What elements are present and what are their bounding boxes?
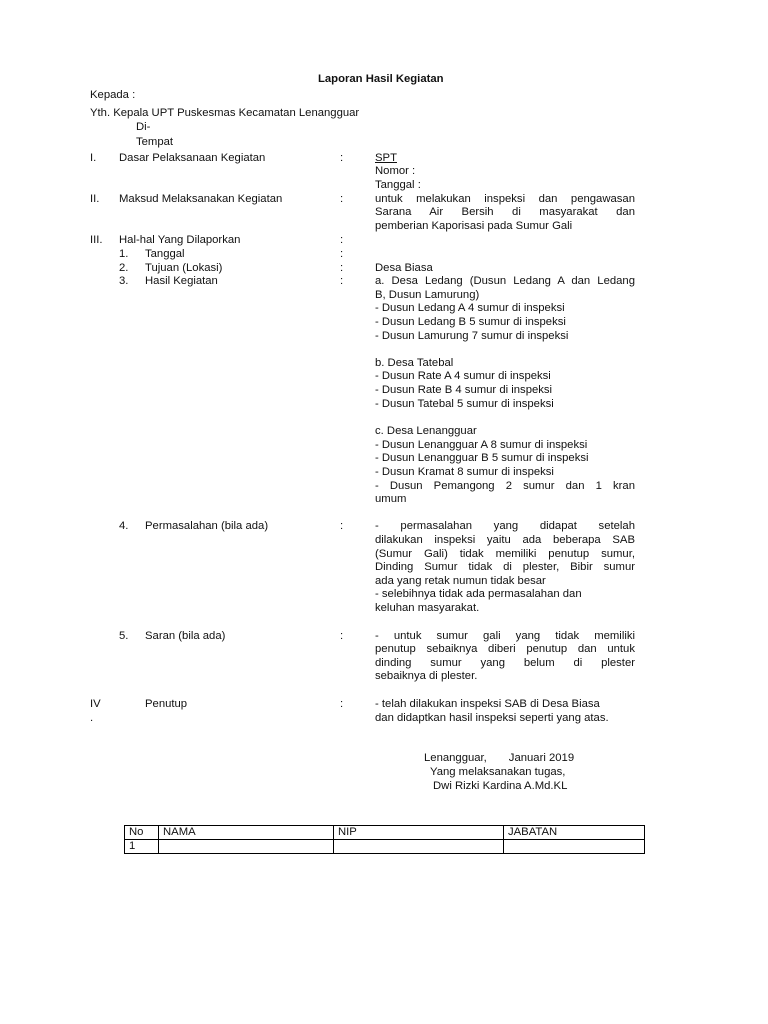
recipient-line: Yth. Kepala UPT Puskesmas Kecamatan Lenangguar [90,107,360,119]
section-4-colon: : [340,698,344,710]
hasil-line: a. Desa Ledang (Dusun Ledang A dan Ledang [375,275,635,287]
item-2-number: 2. [119,262,129,274]
table-header-nama: NAMA [159,826,334,840]
section-2-text-line: pemberian Kaporisasi pada Sumur Gali [375,220,573,232]
signature-table [124,825,645,854]
section-2-text-line: untuk melakukan inspeksi dan pengawasan [375,193,635,205]
permasalahan-line: ada yang retak numun tidak besar [375,575,546,587]
hasil-line: B, Dusun Lamurung) [375,289,480,301]
item-4-number: 4. [119,520,129,532]
item-1-label: Tanggal [145,248,185,260]
item-1-colon: : [340,248,344,260]
section-2-label: Maksud Melaksanakan Kegiatan [119,193,283,205]
item-5-number: 5. [119,630,129,642]
item-2-colon: : [340,262,344,274]
section-2-text-line: Sarana Air Bersih di masyarakat dan [375,206,635,218]
item-3-number: 3. [119,275,129,287]
hasil-line: - Dusun Ledang B 5 sumur di inspeksi [375,316,566,328]
saran-line: dinding sumur yang belum di plester [375,657,635,669]
hasil-line: c. Desa Lenangguar [375,425,477,437]
hasil-line: - Dusun Lenangguar A 8 sumur di inspeksi [375,439,588,451]
tempat-label: Tempat [136,136,174,148]
section-3-colon: : [340,234,344,246]
hasil-line: - Dusun Tatebal 5 sumur di inspeksi [375,398,554,410]
section-3-number: III. [90,234,103,246]
signature-name: Dwi Rizki Kardina A.Md.KL [433,780,568,792]
item-5-colon: : [340,630,344,642]
permasalahan-line: (Sumur Gali) tidak memiliki penutup sumur, [375,548,635,560]
page-title: Laporan Hasil Kegiatan [318,73,444,85]
table-cell-nama [159,840,334,854]
item-5-label: Saran (bila ada) [145,630,226,642]
signature-role: Yang melaksanakan tugas, [430,766,566,778]
permasalahan-line: Dinding Sumur tidak di plester, Bibir sumur [375,561,635,573]
item-2-value: Desa Biasa [375,262,433,274]
item-4-colon: : [340,520,344,532]
table-header-no: No [125,826,159,840]
section-4-number-dot: . [90,712,94,724]
permasalahan-line: - selebihnya tidak ada permasalahan dan [375,588,582,600]
kepada-label: Kepada : [90,89,136,101]
item-1-number: 1. [119,248,129,260]
table-row [125,840,645,854]
hasil-line: - Dusun Ledang A 4 sumur di inspeksi [375,302,565,314]
table-header-row [125,826,645,840]
signature-place-date: Lenangguar, Januari 2019 [424,752,575,764]
permasalahan-line: - permasalahan yang didapat setelah [375,520,635,532]
item-4-label: Permasalahan (bila ada) [145,520,269,532]
permasalahan-line: keluhan masyarakat. [375,602,480,614]
hasil-line: - Dusun Lamurung 7 sumur di inspeksi [375,330,569,342]
permasalahan-line: dilakukan inspeksi yaitu ada beberapa SAB [375,534,635,546]
saran-line: penutup sebaiknya diberi penutup dan untuk [375,643,635,655]
hasil-line: - Dusun Lenangguar B 5 sumur di inspeksi [375,452,589,464]
section-1-number: I. [90,152,97,164]
table-header-nip: NIP [334,826,504,840]
section-1-label: Dasar Pelaksanaan Kegiatan [119,152,266,164]
hasil-line: umum [375,493,407,505]
hasil-line: b. Desa Tatebal [375,357,454,369]
section-2-number: II. [90,193,100,205]
section-1-colon: : [340,152,344,164]
section-2-colon: : [340,193,344,205]
hasil-line: - Dusun Pemangong 2 sumur dan 1 kran [375,480,635,492]
nomor-label: Nomor : [375,165,416,177]
section-4-label: Penutup [145,698,188,710]
saran-line: - untuk sumur gali yang tidak memiliki [375,630,635,642]
penutup-line: dan didaptkan hasil inspeksi seperti yang atas. [375,712,609,724]
tanggal-spt-label: Tanggal : [375,179,421,191]
table-cell-nip [334,840,504,854]
item-2-label: Tujuan (Lokasi) [145,262,223,274]
hasil-line: - Dusun Kramat 8 sumur di inspeksi [375,466,554,478]
di-label: Di- [136,121,151,133]
item-3-label: Hasil Kegiatan [145,275,218,287]
hasil-line: - Dusun Rate B 4 sumur di inspeksi [375,384,553,396]
table-header-jabatan: JABATAN [504,826,645,840]
saran-line: sebaiknya di plester. [375,670,478,682]
section-4-number: IV [90,698,101,710]
hasil-line: - Dusun Rate A 4 sumur di inspeksi [375,370,551,382]
table-cell-jabatan [504,840,645,854]
penutup-line: - telah dilakukan inspeksi SAB di Desa Biasa [375,698,600,710]
section-3-label: Hal-hal Yang Dilaporkan [119,234,241,246]
table-cell-no: 1 [125,840,159,854]
spt-label: SPT [375,152,397,164]
item-3-colon: : [340,275,344,287]
